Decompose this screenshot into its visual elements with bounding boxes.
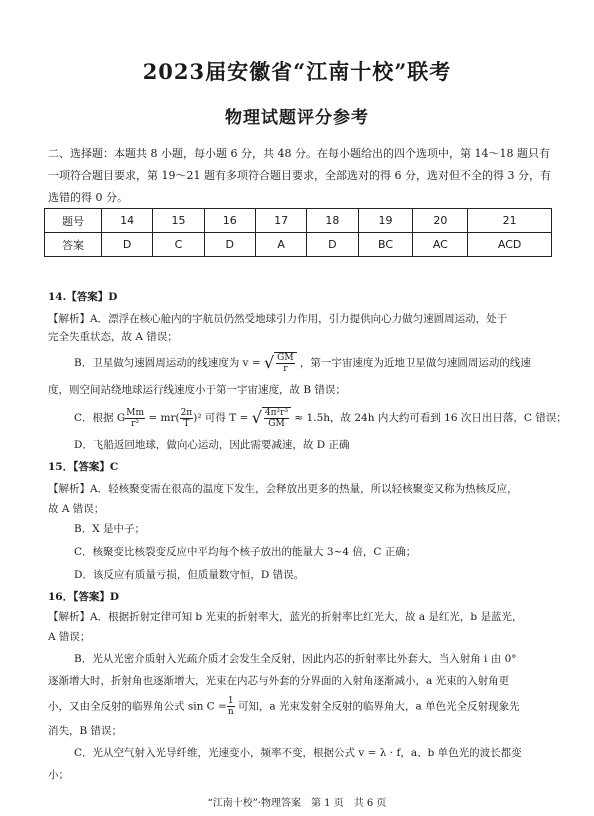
table-cell: D: [102, 233, 153, 257]
q15-line: 【解析】A．轻核聚变需在很高的温度下发生，会释放出更多的热量，所以轻核聚变又称为热核反应，: [48, 483, 518, 495]
sqrt-expression: [262, 407, 291, 429]
q14-line: 【解析】A．漂浮在核心舱内的宇航员仍然受地球引力作用，引力提供向心力做匀速圆周运动，处于: [48, 313, 508, 325]
q16-line: B．光从光密介质射入光疏介质才会发生全反射，因此内芯的折射率比外套大，当入射角 i 由 0°: [74, 653, 517, 665]
sqrt-icon: √: [263, 353, 275, 372]
q14-line: 完全失重状态，故 A 错误；: [48, 331, 178, 343]
q14-formula-line: [74, 407, 567, 429]
q15-heading: 15．【答案】C: [48, 461, 119, 473]
answer-table: [44, 208, 552, 257]
q14-text: ，第一宇宙速度为近地卫星做匀速圆周运动的线速: [299, 357, 531, 369]
q16-line: 【解析】A．根据折射定律可知 b 光束的折射率大，蓝光的折射率比红光大，故 a 是红光，b 是蓝光，: [48, 611, 523, 623]
table-cell: 19: [358, 209, 413, 233]
q14-formula-line: [74, 352, 558, 374]
fraction-denominator: r²: [131, 418, 140, 429]
q14-line: D．飞船返回地球，做向心运动，因此需要减速，故 D 正确: [74, 439, 350, 451]
page-footer: “江南十校”·物理答案 第 1 页 共 6 页: [207, 798, 387, 809]
table-cell: 14: [102, 209, 153, 233]
table-cell: A: [255, 233, 306, 257]
q16-line: 逐渐增大时，折射角也逐渐增大，光束在内芯与外套的分界面的入射角逐渐减小，a 光束的入射角更: [48, 675, 510, 687]
fraction-denominator: GM: [268, 419, 285, 429]
q14-text: B．卫星做匀速圆周运动的线速度为 v =: [74, 357, 261, 369]
q16-line: 消失，B 错误；: [48, 725, 123, 737]
fraction-numerator: 2π: [180, 407, 193, 418]
q14-heading: 14.【答案】D: [48, 291, 118, 303]
q14-text: C．根据 G: [74, 412, 126, 424]
row-label-answer: 答案: [45, 233, 102, 257]
table-cell: 17: [255, 209, 306, 233]
q16-line: 小；: [48, 769, 69, 781]
table-cell: 20: [413, 209, 468, 233]
q14-text: )² 可得 T =: [193, 412, 249, 424]
fraction: [264, 408, 289, 429]
table-row: [45, 233, 552, 257]
q14-line: 度，则空间站绕地球运行线速度小于第一宇宙速度，故 B 错误；: [48, 384, 346, 396]
fraction-denominator: T: [183, 418, 190, 429]
fraction-denominator: n: [227, 707, 234, 717]
fraction: [125, 408, 145, 429]
table-cell: D: [204, 233, 255, 257]
page-title: 2023届安徽省“江南十校”联考: [142, 59, 452, 84]
q16-text: 可知，a 光束发射全反射的临界角大，a 单色光全反射现象先: [237, 700, 520, 713]
q15-line: C．核聚变比核裂变反应中平均每个核子放出的能量大 3~4 倍，C 正确；: [74, 546, 417, 558]
section-intro: 二、选择题：本题共 8 小题，每小题 6 分，共 48 分。在每小题给出的四个选项中，第 14～18 题只有一项符合题目要求，第 19～21 题有多项符合题目要求，全部选对的得 6 分，选对但不全的得 3 分，有选错的得 0 分。: [48, 147, 551, 204]
q15-line: 故 A 错误；: [48, 503, 105, 515]
table-cell: C: [153, 233, 204, 257]
fraction: [276, 353, 294, 374]
q14-text: = mr(: [148, 412, 180, 424]
q15-line: B．X 是中子；: [74, 523, 146, 535]
fraction-numerator: 4π²r³: [264, 408, 289, 418]
q16-heading: 16．【答案】D: [48, 591, 119, 603]
fraction-denominator: r: [283, 364, 288, 374]
fraction-numerator: Mm: [126, 407, 145, 418]
q15-line: D．该反应有质量亏损，但质量数守恒，D 错误。: [74, 569, 305, 581]
sqrt-expression: [274, 352, 296, 374]
q14-text: ≈ 1.5h，故 24h 内大约可看到 16 次日出日落，C 错误；: [294, 412, 567, 424]
fraction-numerator: GM: [277, 353, 294, 363]
q16-line: A 错误；: [48, 631, 91, 643]
fraction-numerator: 1: [227, 696, 234, 706]
fraction: [180, 408, 194, 429]
table-row: [45, 209, 552, 233]
q16-line: C．光从空气射入光导纤维，光速变小，频率不变，根据公式 v = λ · f，a、b 单色光的波长都变: [74, 747, 522, 759]
sqrt-icon: √: [251, 408, 262, 427]
q16-text: 小，又由全反射的临界角公式 sin C =: [48, 700, 227, 713]
table-cell: 16: [204, 209, 255, 233]
row-label-question-number: 题号: [45, 209, 102, 233]
table-cell: 18: [307, 209, 358, 233]
table-cell: 15: [153, 209, 204, 233]
table-cell: D: [307, 233, 358, 257]
page-subtitle: 物理试题评分参考: [225, 108, 369, 128]
q16-formula-line: [48, 696, 558, 717]
table-cell: AC: [413, 233, 468, 257]
fraction: [227, 696, 235, 717]
table-cell: BC: [358, 233, 413, 257]
table-cell: 21: [468, 209, 552, 233]
table-cell: ACD: [468, 233, 552, 257]
